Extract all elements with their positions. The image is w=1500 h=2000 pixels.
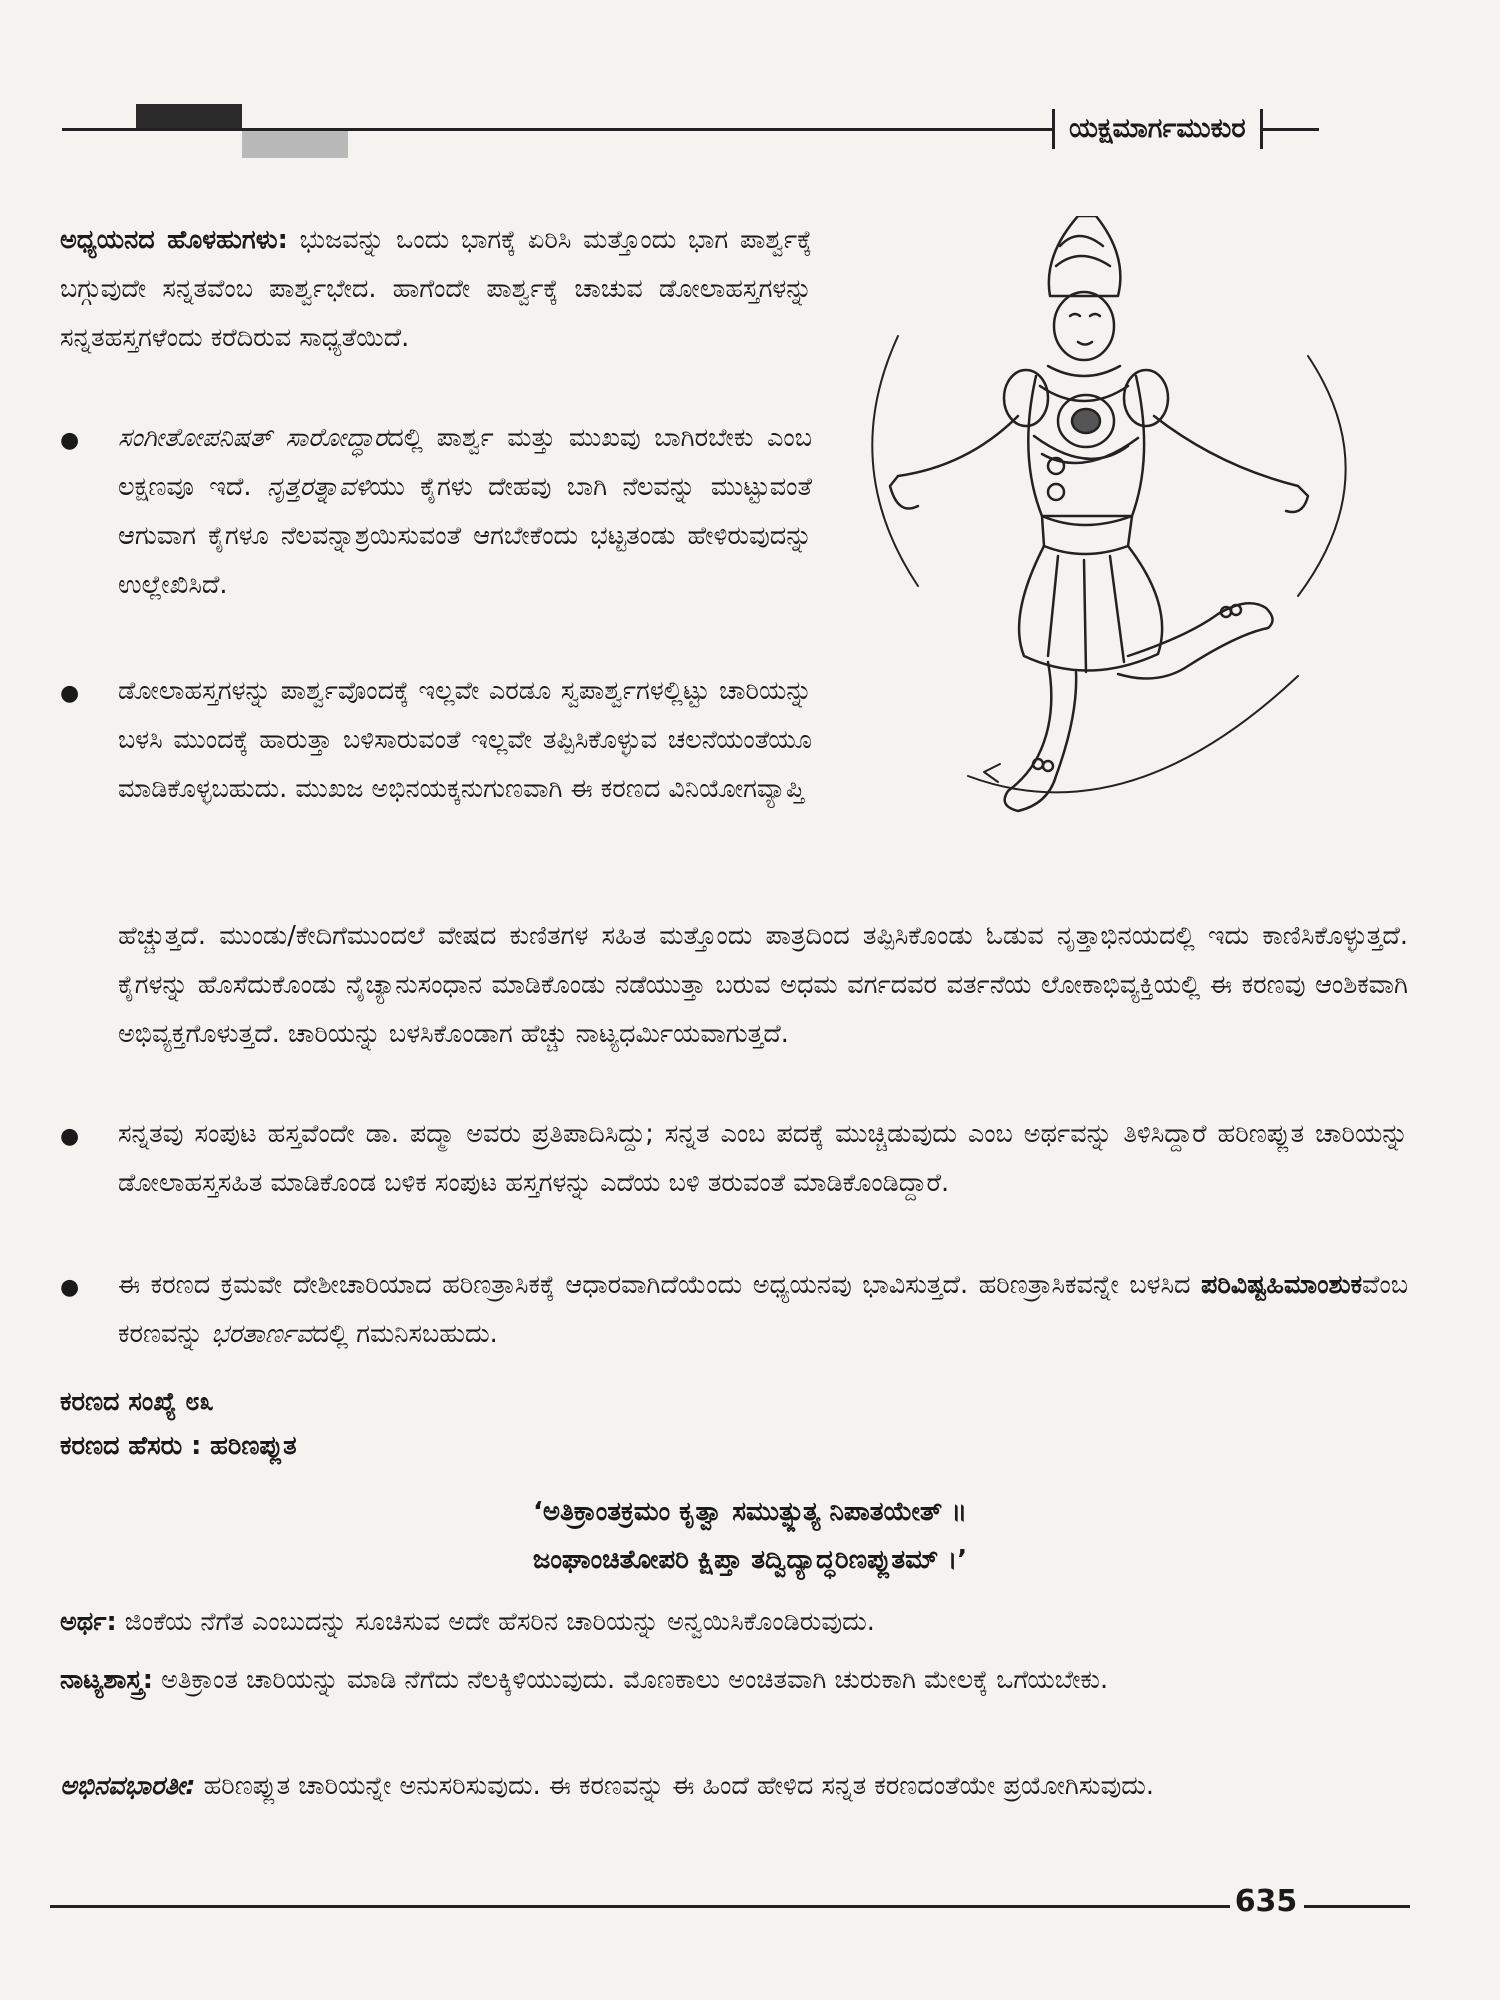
bullet-4-text-3: ದಲ್ಲಿ ಗಮನಿಸಬಹುದು.: [312, 1319, 498, 1349]
bullet-1-italic-title: ಸಂಗೀತೋಪನಿಷತ್ ಸಾರೋದ್ಧಾರ: [118, 423, 388, 453]
natyashastra-paragraph: [60, 1656, 1410, 1705]
abhinava-paragraph: [60, 1762, 1410, 1811]
header: [1052, 106, 1319, 152]
bullet-dot: ●: [60, 428, 80, 453]
intro-text: ಭುಜವನ್ನು ಒಂದು ಭಾಗಕ್ಕೆ ಏರಿಸಿ ಮತ್ತೊಂದು ಭಾಗ ಪಾರ್ಶ್ವಕ್ಕೆ ಬಗ್ಗುವುದೇ ಸನ್ನತವೆಂಬ ಪಾರ್ಶ್ವಭೇದ. ಹಾಗೆಂದೇ ಪಾರ್ಶ್ವಕ್ಕೆ ಚಾಚುವ ಡೋಲಾಹಸ್ತಗಳನ್ನು ಸನ್ನತಹಸ್ತಗಳೆಂದು ಕರೆದಿರುವ ಸಾಧ್ಯತೆಯಿದೆ.: [60, 225, 812, 353]
karana-number: ಕರಣದ ಸಂಖ್ಯೆ ೮೩: [60, 1387, 214, 1417]
bullet-2-text-upper: ಡೋಲಾಹಸ್ತಗಳನ್ನು ಪಾರ್ಶ್ವವೊಂದಕ್ಕೆ ಇಲ್ಲವೇ ಎರಡೂ ಸ್ವಪಾರ್ಶ್ವಗಳಲ್ಲಿಟ್ಟು ಚಾರಿಯನ್ನು ಬಳಸಿ ಮುಂದಕ್ಕೆ ಹಾರುತ್ತಾ ಬಳಿಸಾರುವಂತೆ ಇಲ್ಲವೇ ತಪ್ಪಿಸಿಕೊಳ್ಳುವ ಚಲನೆಯಂತೆಯೂ ಮಾಡಿಕೊಳ್ಳಬಹುದು. ಮುಖಜ ಅಭಿನಯಕ್ಕನುಗುಣವಾಗಿ ಈ ಕರಣದ ವಿನಿಯೋಗವ್ಯಾಪ್ತಿ: [118, 676, 812, 804]
bullet-2-text-lower: ಹೆಚ್ಚುತ್ತದೆ. ಮುಂಡು/ಕೇದಿಗೆಮುಂದಲೆ ವೇಷದ ಕುಣಿತಗಳ ಸಹಿತ ಮತ್ತೊಂದು ಪಾತ್ರದಿಂದ ತಪ್ಪಿಸಿಕೊಂಡು ಓಡುವ ನೃತ್ತಾಭಿನಯದಲ್ಲಿ ಇದು ಕಾಣಿಸಿಕೊಳ್ಳುತ್ತದೆ. ಕೈಗಳನ್ನು ಹೊಸೆದುಕೊಂಡು ನೈಚ್ಯಾನುಸಂಧಾನ ಮಾಡಿಕೊಂಡು ನಡೆಯುತ್ತಾ ಬರುವ ಅಧಮ ವರ್ಗದವರ ವರ್ತನೆಯ ಲೋಕಾಭಿವ್ಯಕ್ತಿಯಲ್ಲಿ ಈ ಕರಣವು ಆಂಶಿಕವಾಗಿ ಅಭಿವ್ಯಕ್ತಗೊಳುತ್ತದೆ. ಚಾರಿಯನ್ನು ಬಳಸಿಕೊಂಡಾಗ ಹೆಚ್ಚು ನಾಟ್ಯಧರ್ಮಿಯವಾಗುತ್ತದೆ.: [118, 921, 1408, 1049]
bullet-dot: ●: [60, 681, 80, 706]
karana-name: ಕರಣದ ಹೆಸರು : ಹರಿಣಪ್ಲುತ: [60, 1431, 297, 1461]
header-dark-block: [136, 104, 242, 130]
page-number: 635: [1234, 1884, 1298, 1919]
artha-paragraph: [60, 1598, 1410, 1647]
bullet-1-text-2: ಯು ಕೈಗಳು ದೇಹವು ಬಾಗಿ ನೆಲವನ್ನು ಮುಟ್ಟುವಂತೆ ಆಗುವಾಗ ಕೈಗಳೂ ನೆಲವನ್ನಾಶ್ರಯಿಸುವಂತೆ ಆಗಬೇಕೆಂದು ಭಟ್ಟತಂಡು ಹೇಳಿರುವುದನ್ನು ಉಲ್ಲೇಖಿಸಿದೆ.: [118, 472, 812, 600]
verse-line-2: ಜಂಘಾಂಚಿತೋಪರಿ ಕ್ಷಿಪ್ತಾ ತದ್ವಿದ್ಯಾದ್ಧರಿಣಪ್ಲುತಮ್ ।’: [532, 1545, 968, 1575]
artha-label: ಅರ್ಥ:: [60, 1607, 117, 1637]
bullet-4-paragraph: [118, 1261, 1408, 1359]
bullet-2-paragraph-upper: [118, 667, 812, 814]
footer-rule-left: [50, 1905, 1230, 1908]
bullet-4-italic-title: ಭರತಾರ್ಣವ: [211, 1319, 313, 1349]
natyashastra-text: ಅತಿಕ್ರಾಂತ ಚಾರಿಯನ್ನು ಮಾಡಿ ನೆಗೆದು ನೆಲಕ್ಕಿಳಿಯುವುದು. ಮೊಣಕಾಲು ಅಂಚಿತವಾಗಿ ಚುರುಕಾಗಿ ಮೇಲಕ್ಕೆ ಒಗೆಯಬೇಕು.: [153, 1665, 1109, 1695]
bullet-3-paragraph: [118, 1110, 1408, 1208]
bullet-4-text-2: ವೆಂಬ ಕರಣವನ್ನು: [118, 1270, 1408, 1349]
dancer-illustration: [828, 216, 1388, 816]
intro-label: ಅಧ್ಯಯನದ ಹೊಳಹುಗಳು:: [60, 225, 288, 255]
abhinava-label: ಅಭಿನವಭಾರತೀ:: [60, 1771, 196, 1801]
verse-line-1: ‘ಅತಿಕ್ರಾಂತಕ್ರಮಂ ಕೃತ್ವಾ ಸಮುತ್ಪ್ಲುತ್ಯ ನಿಪಾತಯೇತ್ ॥: [532, 1497, 968, 1527]
bullet-1-text: ದಲ್ಲಿ ಪಾರ್ಶ್ವ ಮತ್ತು ಮುಖವು ಬಾಗಿರಬೇಕು ಎಂಬ ಲಕ್ಷಣವೂ ಇದೆ.: [118, 423, 812, 502]
natyashastra-label: ನಾಟ್ಯಶಾಸ್ತ್ರ:: [60, 1665, 153, 1695]
bullet-4-bold-term: ಪರಿವಿಷ್ಟಹಿಮಾಂಶುಕ: [1200, 1270, 1363, 1300]
header-tail-rule: [1263, 128, 1319, 131]
header-rule: [62, 128, 1052, 131]
intro-paragraph: [60, 216, 812, 363]
footer-rule-right: [1304, 1905, 1410, 1908]
bullet-4-text: ಈ ಕರಣದ ಕ್ರಮವೇ ದೇಶೀಚಾರಿಯಾದ ಹರಿಣತ್ರಾಸಿಕಕ್ಕೆ ಆಧಾರವಾಗಿದೆಯೆಂದು ಅಧ್ಯಯನವು ಭಾವಿಸುತ್ತದೆ. ಹರಿಣತ್ರಾಸಿಕವನ್ನೇ ಬಳಸಿದ: [118, 1270, 1201, 1300]
running-title: ಯಕ್ಷಮಾರ್ಗಮುಕುರ: [1069, 113, 1246, 144]
bullet-dot: ●: [60, 1124, 80, 1149]
bullet-2-paragraph-lower: [118, 912, 1408, 1059]
header-grey-block: [242, 128, 348, 158]
abhinava-text: ಹರಿಣಪ್ಲುತ ಚಾರಿಯನ್ನೇ ಅನುಸರಿಸುವುದು. ಈ ಕರಣವನ್ನು ಈ ಹಿಂದೆ ಹೇಳಿದ ಸನ್ನತ ಕರಣದಂತೆಯೇ ಪ್ರಯೋಗಿಸುವುದು.: [195, 1771, 1154, 1801]
bullet-dot: ●: [60, 1275, 80, 1300]
bullet-1-paragraph: [118, 414, 812, 610]
bullet-1-italic-title-2: ನೃತ್ತರತ್ನಾವಳಿ: [266, 472, 370, 502]
bullet-3-text: ಸನ್ನತವು ಸಂಪುಟ ಹಸ್ತವೆಂದೇ ಡಾ. ಪದ್ಮಾ ಅವರು ಪ್ರತಿಪಾದಿಸಿದ್ದು; ಸನ್ನತ ಎಂಬ ಪದಕ್ಕೆ ಮುಚ್ಚಿಡುವುದು ಎಂಬ ಅರ್ಥವನ್ನು ತಿಳಿಸಿದ್ದಾರೆ ಹರಿಣಪ್ಲುತ ಚಾರಿಯನ್ನು ಡೋಲಾಹಸ್ತಸಹಿತ ಮಾಡಿಕೊಂಡ ಬಳಿಕ ಸಂಪುಟ ಹಸ್ತಗಳನ್ನು ಎದೆಯ ಬಳಿ ತರುವಂತೆ ಮಾಡಿಕೊಂಡಿದ್ದಾರೆ.: [118, 1119, 1408, 1198]
artha-text: ಜಿಂಕೆಯ ನೆಗೆತ ಎಂಬುದನ್ನು ಸೂಚಿಸುವ ಅದೇ ಹೆಸರಿನ ಚಾರಿಯನ್ನು ಅನ್ವಯಿಸಿಕೊಂಡಿರುವುದು.: [116, 1607, 875, 1637]
